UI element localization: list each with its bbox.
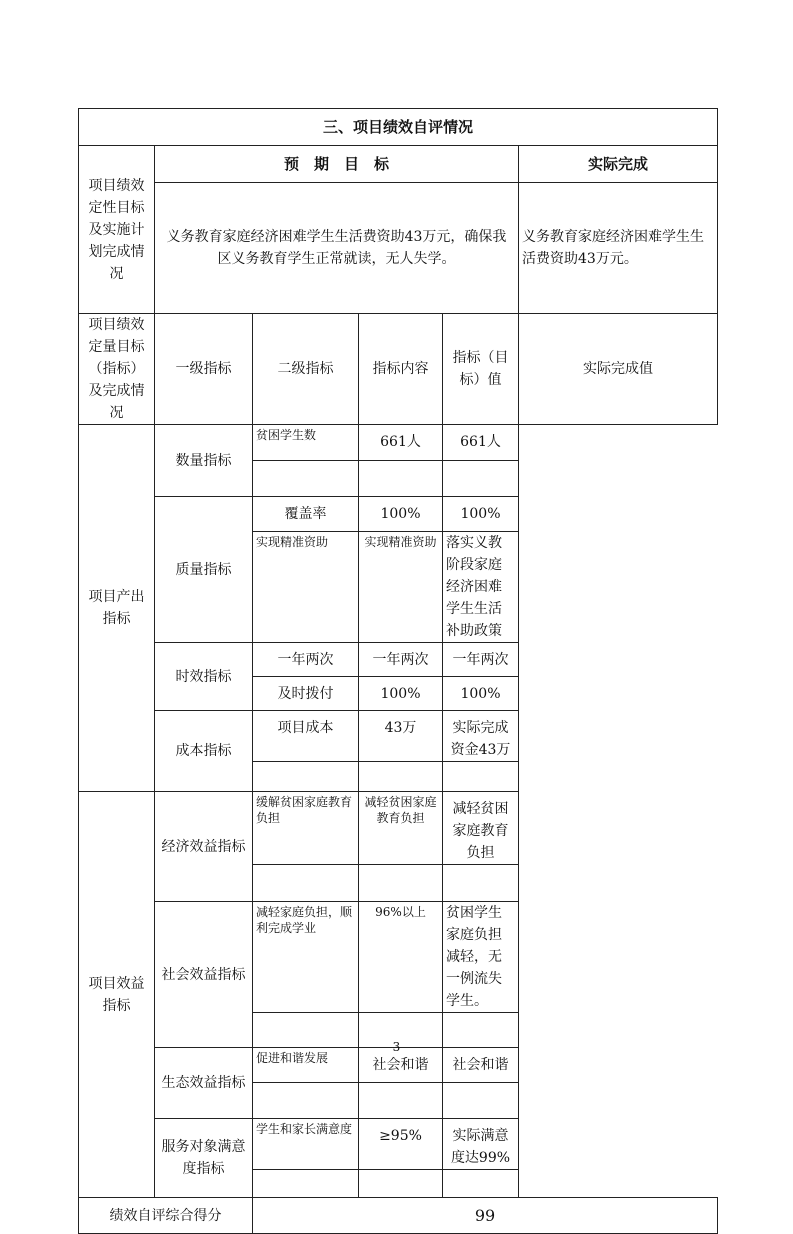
performance-table xyxy=(78,108,718,1234)
level2-indicator: 数量指标 xyxy=(155,425,253,497)
indicator-content xyxy=(253,461,359,497)
section-title: 三、项目绩效自评情况 xyxy=(79,109,718,146)
actual-value: 661人 xyxy=(443,425,519,461)
table-row xyxy=(79,711,718,762)
actual-value: 一年两次 xyxy=(443,643,519,677)
indicator-content xyxy=(253,1083,359,1119)
level2-indicator: 生态效益指标 xyxy=(155,1048,253,1119)
table-row xyxy=(79,497,718,532)
header-level1: 一级指标 xyxy=(155,314,253,425)
target-value: 96%以上 xyxy=(359,902,443,1013)
actual-value xyxy=(443,865,519,902)
indicator-content: 贫困学生数 xyxy=(253,425,359,461)
header-level2: 二级指标 xyxy=(253,314,359,425)
actual-value: 落实义教阶段家庭经济困难学生生活补助政策 xyxy=(443,532,519,643)
actual-value xyxy=(443,1170,519,1198)
target-value: 661人 xyxy=(359,425,443,461)
level2-indicator: 时效指标 xyxy=(155,643,253,711)
level2-indicator: 经济效益指标 xyxy=(155,792,253,902)
target-value: 社会和谐 xyxy=(359,1048,443,1083)
indicator-content xyxy=(253,865,359,902)
indicator-content: 缓解贫困家庭教育负担 xyxy=(253,792,359,865)
actual-value xyxy=(443,762,519,792)
target-value: ≥95% xyxy=(359,1119,443,1170)
header-actual: 实际完成值 xyxy=(519,314,718,425)
table-row xyxy=(79,643,718,677)
target-value xyxy=(359,762,443,792)
level2-indicator: 服务对象满意度指标 xyxy=(155,1119,253,1198)
indicator-content: 及时拨付 xyxy=(253,677,359,711)
score-value: 99 xyxy=(253,1198,718,1234)
quantitative-label: 项目绩效定量目标（指标）及完成情况 xyxy=(79,314,155,425)
indicator-content xyxy=(253,762,359,792)
actual-value: 社会和谐 xyxy=(443,1048,519,1083)
actual-value: 100% xyxy=(443,497,519,532)
target-value: 减轻贫困家庭教育负担 xyxy=(359,792,443,865)
target-value: 100% xyxy=(359,677,443,711)
indicator-content xyxy=(253,1170,359,1198)
target-value: 实现精准资助 xyxy=(359,532,443,643)
table-row xyxy=(79,902,718,1013)
expected-header: 预 期 目 标 xyxy=(155,146,519,183)
actual-value: 实际完成资金43万 xyxy=(443,711,519,762)
target-value: 100% xyxy=(359,497,443,532)
indicator-content: 实现精准资助 xyxy=(253,532,359,643)
level2-indicator: 社会效益指标 xyxy=(155,902,253,1048)
table-row xyxy=(79,425,718,461)
actual-header: 实际完成 xyxy=(519,146,718,183)
indicator-content: 减轻家庭负担，顺利完成学业 xyxy=(253,902,359,1013)
target-value xyxy=(359,865,443,902)
target-value xyxy=(359,1170,443,1198)
indicator-content: 学生和家长满意度 xyxy=(253,1119,359,1170)
target-value: 43万 xyxy=(359,711,443,762)
indicator-content: 项目成本 xyxy=(253,711,359,762)
qualitative-label: 项目绩效定性目标及实施计划完成情况 xyxy=(79,146,155,314)
indicator-content: 促进和谐发展 xyxy=(253,1048,359,1083)
header-target: 指标（目标）值 xyxy=(443,314,519,425)
actual-value: 减轻贫困家庭教育负担 xyxy=(443,792,519,865)
actual-value xyxy=(443,1083,519,1119)
table-row xyxy=(79,1119,718,1170)
target-value xyxy=(359,461,443,497)
table-row xyxy=(79,792,718,865)
target-value: 一年两次 xyxy=(359,643,443,677)
level1-indicator: 项目效益指标 xyxy=(79,792,155,1198)
actual-text: 义务教育家庭经济困难学生生活费资助43万元。 xyxy=(519,183,718,314)
target-value xyxy=(359,1083,443,1119)
page-number: 3 xyxy=(392,1040,401,1054)
score-label: 绩效自评综合得分 xyxy=(79,1198,253,1234)
expected-text: 义务教育家庭经济困难学生生活费资助43万元，确保我区义务教育学生正常就读，无人失学。 xyxy=(155,183,519,314)
actual-value xyxy=(443,461,519,497)
actual-value: 贫困学生家庭负担减轻，无一例流失学生。 xyxy=(443,902,519,1013)
header-content: 指标内容 xyxy=(359,314,443,425)
indicator-content: 覆盖率 xyxy=(253,497,359,532)
indicator-content: 一年两次 xyxy=(253,643,359,677)
level2-indicator: 质量指标 xyxy=(155,497,253,643)
level2-indicator: 成本指标 xyxy=(155,711,253,792)
level1-indicator: 项目产出指标 xyxy=(79,425,155,792)
actual-value: 实际满意度达99% xyxy=(443,1119,519,1170)
actual-value: 100% xyxy=(443,677,519,711)
